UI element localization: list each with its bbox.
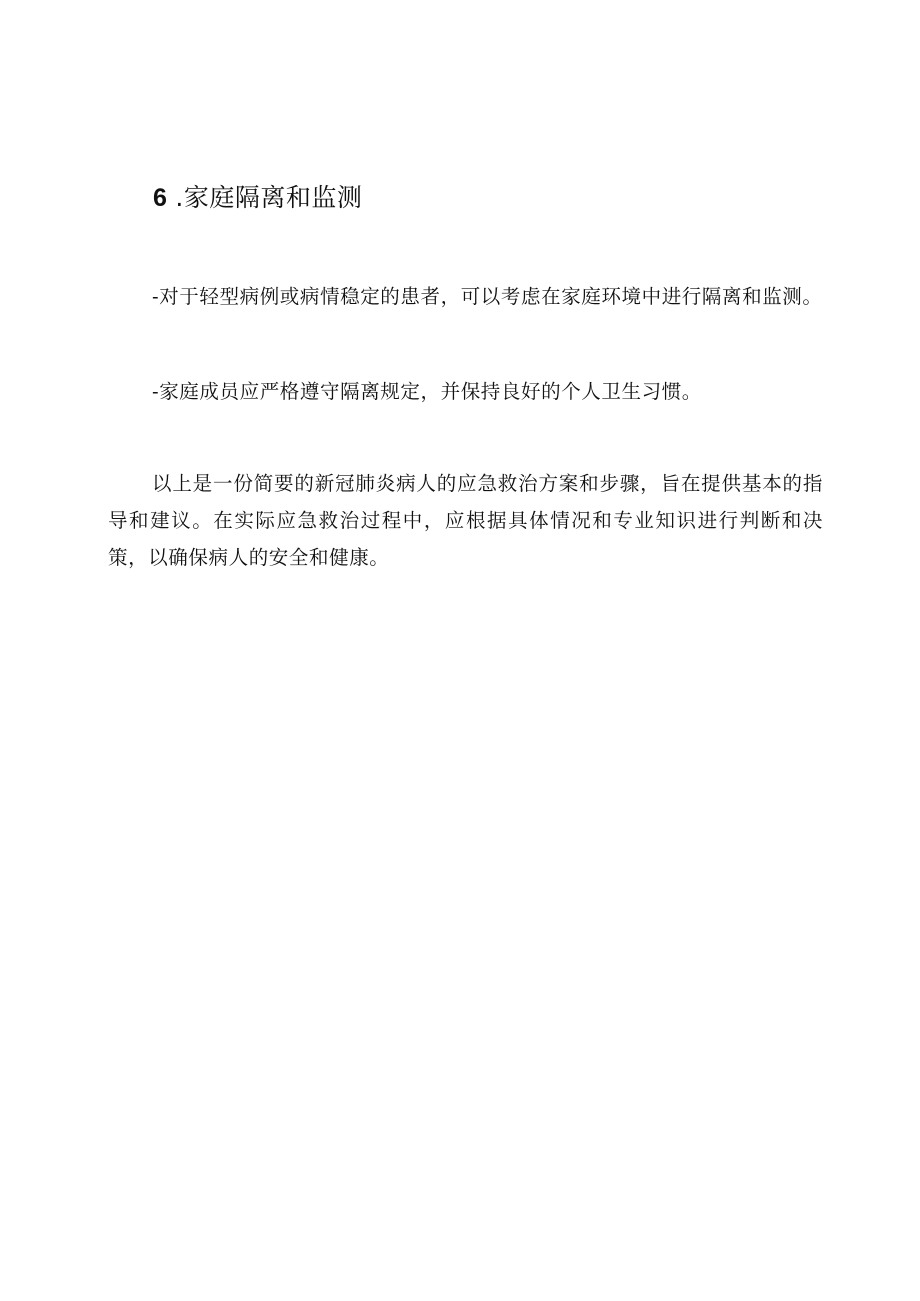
section-number: 6 bbox=[153, 184, 168, 212]
section-title: .家庭隔离和监测 bbox=[175, 183, 363, 212]
section-heading bbox=[153, 178, 362, 218]
conclusion-paragraph: 以上是一份简要的新冠肺炎病人的应急救治方案和步骤，旨在提供基本的指导和建议。在实际应急救治过程中，应根据具体情况和专业知识进行判断和决策，以确保病人的安全和健康。 bbox=[108, 472, 823, 569]
bullet-paragraph: -对于轻型病例或病情稳定的患者，可以考虑在家庭环境中进行隔离和监测。 bbox=[152, 285, 823, 308]
bullet-paragraph: -家庭成员应严格遵守隔离规定，并保持良好的个人卫生习惯。 bbox=[152, 380, 702, 403]
